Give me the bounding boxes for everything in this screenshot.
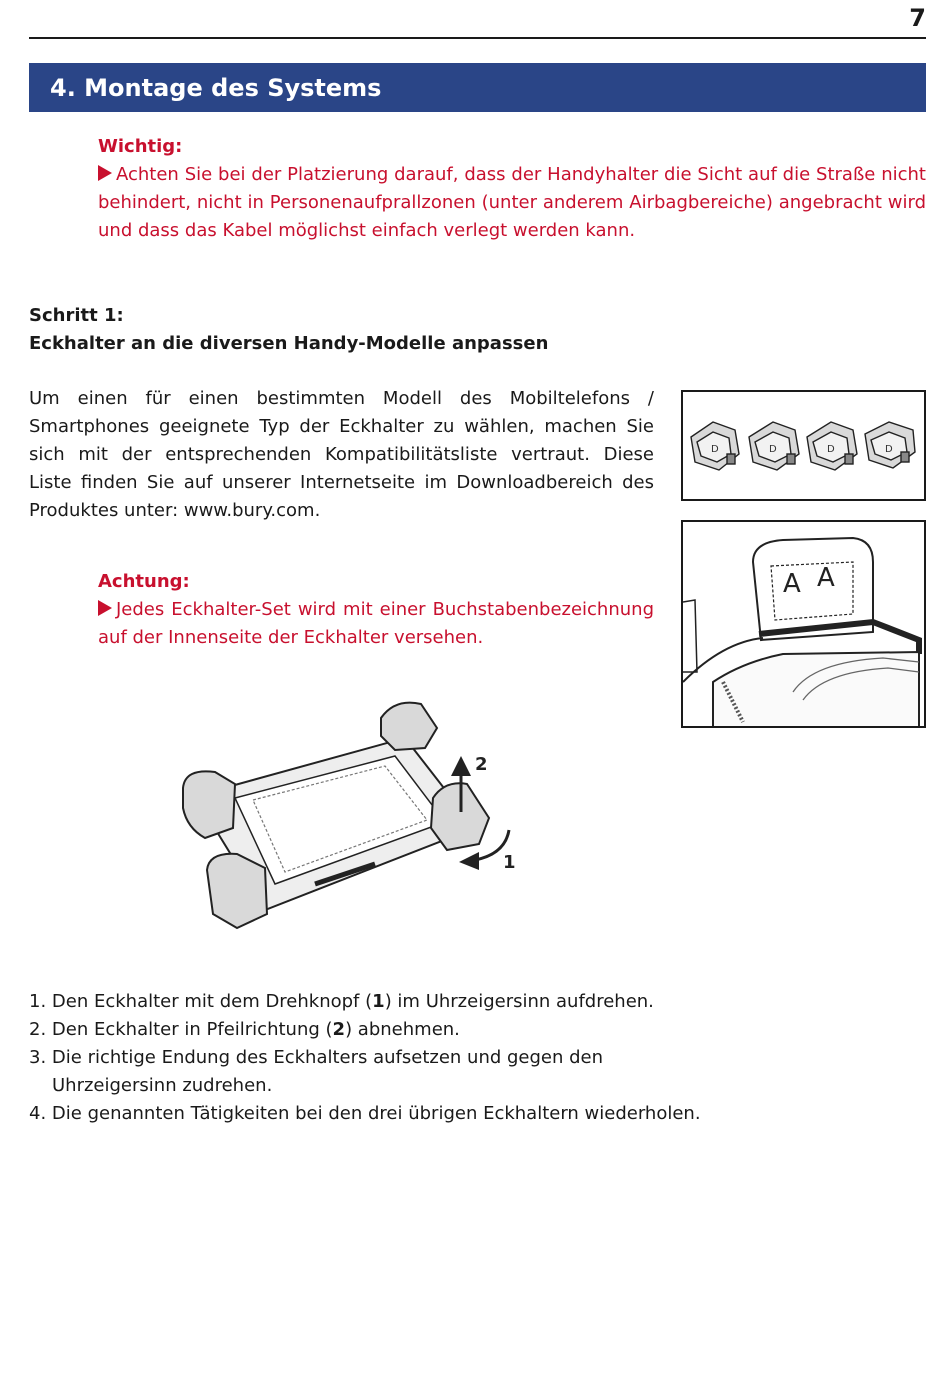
attention-text: Jedes Eckhalter-Set wird mit einer Buchstabenbezeichnung auf der Innenseite der Eckhalter versehen.: [98, 599, 654, 648]
important-text-block: [98, 161, 926, 245]
arrow-label-1: 1: [503, 852, 516, 873]
step-title: Schritt 1:: [29, 305, 124, 326]
instruction-item: [29, 1044, 729, 1100]
letter-a-1: A: [783, 569, 801, 599]
instruction-text: Die genannten Tätigkeiten bei den drei übrigen Eckhaltern wiederholen.: [51, 1103, 701, 1124]
corner-holder-bottom-left: [207, 854, 267, 928]
attention-label: Achtung:: [98, 571, 190, 592]
instruction-number: 4.: [29, 1103, 47, 1124]
attention-text-block: [98, 596, 654, 652]
instruction-bold: 1: [372, 991, 385, 1012]
corner-letter-2: D: [769, 444, 777, 455]
holder-closeup-illustration: [683, 522, 924, 726]
holder-removal-illustration: [175, 688, 525, 938]
instruction-item: [29, 988, 729, 1016]
instruction-text: Die richtige Endung des Eckhalters aufsetzen und gegen den Uhrzeigersinn zudrehen.: [51, 1047, 604, 1096]
header-rule: [29, 37, 926, 39]
corner-holder-top-right: [381, 703, 437, 750]
corner-holder-top-left: [183, 771, 235, 838]
step-heading: [29, 302, 548, 358]
instruction-text: Den Eckhalter mit dem Drehknopf (: [51, 991, 373, 1012]
arrow-label-2: 2: [475, 754, 488, 775]
instruction-text-end: ) abnehmen.: [345, 1019, 460, 1040]
corner-letter-1: D: [711, 444, 719, 455]
play-arrow-icon: [98, 165, 112, 181]
page-number: 7: [909, 4, 926, 32]
instruction-item: [29, 1100, 729, 1128]
attention-note: [98, 568, 654, 652]
instruction-item: [29, 1016, 729, 1044]
play-arrow-icon: [98, 600, 112, 616]
step-subtitle: Eckhalter an die diversen Handy-Modelle anpassen: [29, 333, 549, 354]
important-label: Wichtig:: [98, 136, 183, 157]
instruction-bold: 2: [332, 1019, 346, 1040]
arrow-up-head: [451, 756, 471, 776]
important-text: Achten Sie bei der Platzierung darauf, dass der Handyhalter die Sicht auf die Straße nicht behindert, nicht in Personenaufprallzonen (unter anderem Airbagbereiche) angebracht wird und dass das Kabel möglichst einfach verlegt werden kann.: [98, 164, 926, 241]
instruction-text-end: ) im Uhrzeigersinn aufdrehen.: [384, 991, 654, 1012]
arrow-turn-head: [459, 852, 479, 870]
corner-letter-4: D: [885, 444, 893, 455]
corner-letter-3: D: [827, 444, 835, 455]
instruction-number: 2.: [29, 1019, 47, 1040]
instruction-number: 3.: [29, 1047, 47, 1068]
section-title-bar: 4. Montage des Systems: [29, 63, 926, 112]
instruction-number: 1.: [29, 991, 47, 1012]
letter-a-2: A: [817, 563, 835, 593]
important-note: [98, 133, 926, 245]
instruction-list: [29, 988, 729, 1128]
step-body-text: Um einen für einen bestimmten Modell des Mobiltelefons / Smartphones geeignete Typ der Eckhalter zu wählen, machen Sie sich mit der entsprechenden Kompatibilitätsliste vertraut. Diese Liste finden Sie auf unserer Internetseite im Downloadbereich des Produktes unter: www.bury.com.: [29, 388, 654, 521]
holder-removal-figure: [175, 688, 525, 938]
holder-closeup-figure: [681, 520, 926, 728]
instruction-text: Den Eckhalter in Pfeilrichtung (: [51, 1019, 333, 1040]
corner-holders-figure: [681, 390, 926, 501]
corner-holders-illustration: [683, 392, 924, 499]
